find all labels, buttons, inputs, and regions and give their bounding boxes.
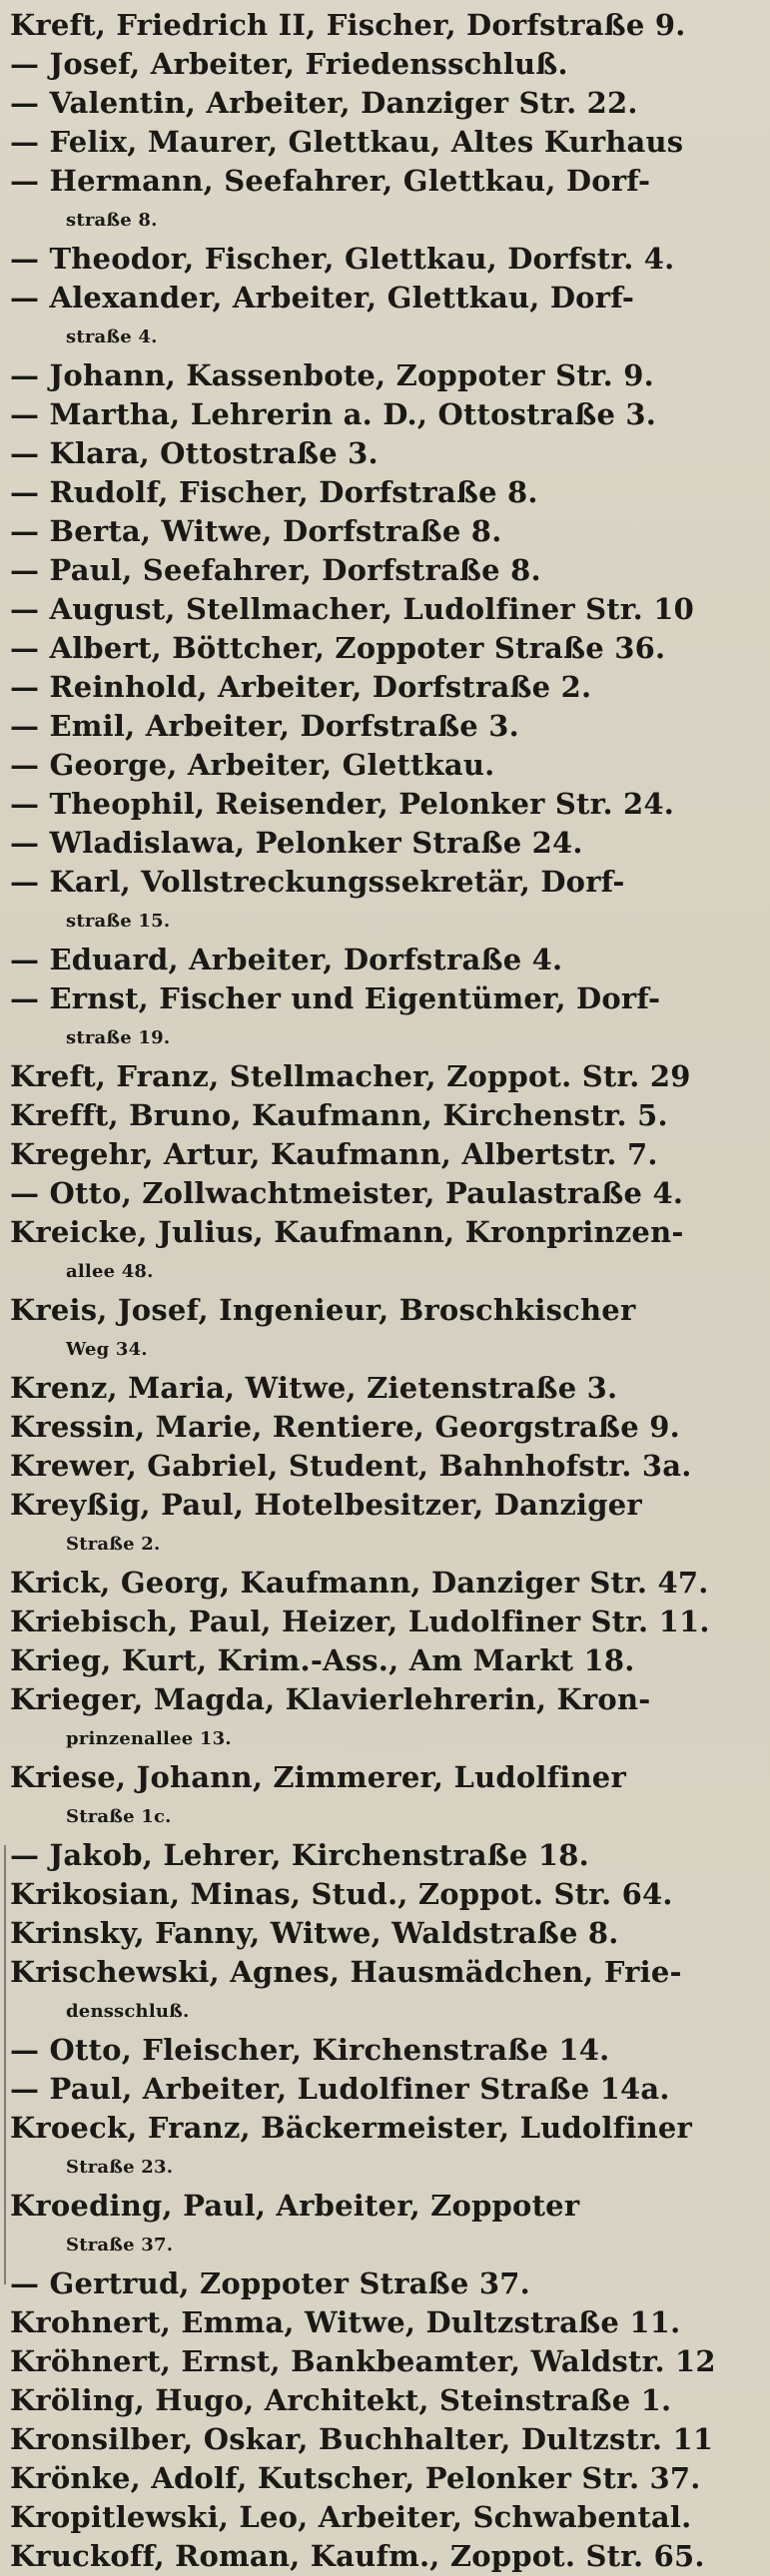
entry-continuation-line: prinzenallee 13. (66, 1728, 232, 1749)
directory-entry (10, 45, 760, 84)
directory-entry (10, 824, 760, 863)
directory-entry-list (10, 6, 760, 2576)
entry-line: Krieger, Magda, Klavierlehrerin, Kron- (10, 1682, 651, 1716)
entry-line: Krikosian, Minas, Stud., Zoppot. Str. 64. (10, 1877, 673, 1911)
directory-entry (10, 1135, 760, 1174)
entry-line: Kreis, Josef, Ingenieur, Broschkischer (10, 1293, 636, 1327)
directory-entry (10, 1836, 760, 1875)
margin-rule (4, 1845, 6, 2284)
directory-entry (10, 1641, 760, 1680)
directory-entry (10, 2264, 760, 2303)
entry-line: Kreicke, Julius, Kaufmann, Kronprinzen- (10, 1215, 684, 1249)
directory-entry (10, 1953, 760, 2031)
entry-continuation-line: Straße 1c. (66, 1806, 172, 1827)
directory-entry (10, 1875, 760, 1914)
entry-line: Krenz, Maria, Witwe, Zietenstraße 3. (10, 1371, 618, 1405)
entry-line: Krefft, Bruno, Kaufmann, Kirchenstr. 5. (10, 1098, 668, 1132)
entry-line: — Paul, Seefahrer, Dorfstraße 8. (10, 553, 541, 587)
directory-entry (10, 1603, 760, 1641)
entry-line: — Rudolf, Fischer, Dorfstraße 8. (10, 475, 538, 509)
entry-line: Kröling, Hugo, Architekt, Steinstraße 1. (10, 2383, 672, 2417)
directory-entry (10, 2031, 760, 2070)
directory-entry (10, 1213, 760, 1291)
entry-line: Kronsilber, Oskar, Buchhalter, Dultzstr. 11 (10, 2422, 714, 2456)
entry-line: — Karl, Vollstreckungssekretär, Dorf- (10, 865, 625, 899)
entry-line: — Jakob, Lehrer, Kirchenstraße 18. (10, 1838, 589, 1872)
directory-entry (10, 240, 760, 279)
directory-entry (10, 512, 760, 551)
directory-entry (10, 1680, 760, 1758)
directory-entry (10, 668, 760, 707)
entry-line: — Reinhold, Arbeiter, Dorfstraße 2. (10, 670, 592, 704)
entry-line: — Paul, Arbeiter, Ludolfiner Straße 14a. (10, 2072, 670, 2106)
entry-line: Kropitlewski, Leo, Arbeiter, Schwabental. (10, 2500, 692, 2534)
entry-line: — August, Stellmacher, Ludolfiner Str. 10 (10, 592, 695, 626)
entry-line: — Albert, Böttcher, Zoppoter Straße 36. (10, 631, 666, 665)
directory-entry (10, 123, 760, 162)
directory-entry (10, 2381, 760, 2420)
entry-line: Kruckoff, Roman, Kaufm., Zoppot. Str. 65. (10, 2539, 705, 2573)
entry-line: Kreyßig, Paul, Hotelbesitzer, Danziger (10, 1488, 642, 1522)
entry-line: Kriese, Johann, Zimmerer, Ludolfiner (10, 1760, 626, 1794)
directory-entry (10, 2303, 760, 2342)
directory-entry (10, 2537, 760, 2576)
entry-continuation-line: Straße 37. (66, 2235, 174, 2255)
directory-entry (10, 941, 760, 979)
directory-entry (10, 279, 760, 356)
directory-entry (10, 979, 760, 1057)
entry-continuation-line: densschluß. (66, 2001, 190, 2022)
directory-entry (10, 1486, 760, 1564)
directory-entry (10, 2459, 760, 2498)
directory-entry (10, 1914, 760, 1953)
directory-entry (10, 1291, 760, 1369)
directory-entry (10, 2420, 760, 2459)
entry-line: Krieg, Kurt, Krim.-Ass., Am Markt 18. (10, 1643, 635, 1677)
directory-entry (10, 6, 760, 45)
entry-line: — Josef, Arbeiter, Friedensschluß. (10, 47, 568, 81)
entry-line: — Theodor, Fischer, Glettkau, Dorfstr. 4. (10, 242, 675, 276)
directory-entry (10, 356, 760, 395)
entry-line: — Otto, Fleischer, Kirchenstraße 14. (10, 2033, 610, 2067)
entry-line: — Johann, Kassenbote, Zoppoter Str. 9. (10, 358, 654, 392)
directory-entry (10, 2498, 760, 2537)
entry-line: — Hermann, Seefahrer, Glettkau, Dorf- (10, 164, 651, 198)
entry-line: Kriebisch, Paul, Heizer, Ludolfiner Str. 11. (10, 1605, 710, 1638)
entry-line: — Felix, Maurer, Glettkau, Altes Kurhaus (10, 125, 684, 159)
entry-line: Krewer, Gabriel, Student, Bahnhofstr. 3a. (10, 1449, 692, 1483)
directory-entry (10, 1408, 760, 1447)
entry-line: Kroeding, Paul, Arbeiter, Zoppoter (10, 2189, 580, 2223)
entry-line: Kreft, Franz, Stellmacher, Zoppot. Str. 29 (10, 1059, 691, 1093)
directory-entry (10, 2070, 760, 2109)
directory-entry (10, 629, 760, 668)
entry-line: — Gertrud, Zoppoter Straße 37. (10, 2266, 530, 2300)
directory-entry (10, 590, 760, 629)
directory-entry (10, 1096, 760, 1135)
directory-entry (10, 162, 760, 240)
entry-line: Krinsky, Fanny, Witwe, Waldstraße 8. (10, 1916, 619, 1950)
entry-line: Kröhnert, Ernst, Bankbeamter, Waldstr. 12 (10, 2344, 716, 2378)
directory-entry (10, 1369, 760, 1408)
directory-entry (10, 863, 760, 941)
entry-line: — Martha, Lehrerin a. D., Ottostraße 3. (10, 397, 657, 431)
entry-line: Kressin, Marie, Rentiere, Georgstraße 9. (10, 1410, 680, 1444)
entry-line: Kroeck, Franz, Bäckermeister, Ludolfiner (10, 2111, 693, 2145)
entry-continuation-line: Weg 34. (66, 1339, 148, 1360)
directory-entry (10, 473, 760, 512)
entry-line: Kreft, Friedrich II, Fischer, Dorfstraße 9. (10, 8, 686, 42)
entry-line: — Eduard, Arbeiter, Dorfstraße 4. (10, 943, 563, 976)
entry-line: — George, Arbeiter, Glettkau. (10, 748, 495, 782)
entry-continuation-line: Straße 2. (66, 1534, 161, 1555)
entry-line: — Berta, Witwe, Dorfstraße 8. (10, 514, 502, 548)
entry-line: — Wladislawa, Pelonker Straße 24. (10, 826, 583, 860)
directory-entry (10, 1564, 760, 1603)
entry-continuation-line: allee 48. (66, 1261, 154, 1282)
entry-continuation-line: straße 8. (66, 210, 158, 231)
directory-entry (10, 395, 760, 434)
entry-continuation-line: straße 4. (66, 326, 158, 347)
entry-line: — Otto, Zollwachtmeister, Paulastraße 4. (10, 1176, 684, 1210)
entry-line: Krohnert, Emma, Witwe, Dultzstraße 11. (10, 2305, 681, 2339)
entry-line: — Theophil, Reisender, Pelonker Str. 24. (10, 787, 675, 821)
directory-entry (10, 1057, 760, 1096)
directory-entry (10, 1758, 760, 1836)
entry-line: — Alexander, Arbeiter, Glettkau, Dorf- (10, 281, 635, 315)
directory-entry (10, 84, 760, 123)
entry-continuation-line: Straße 23. (66, 2157, 174, 2178)
directory-entry (10, 1447, 760, 1486)
directory-entry (10, 707, 760, 746)
entry-continuation-line: straße 15. (66, 911, 171, 932)
entry-continuation-line: straße 19. (66, 1027, 171, 1048)
entry-line: Krick, Georg, Kaufmann, Danziger Str. 47. (10, 1566, 709, 1600)
directory-entry (10, 2109, 760, 2187)
entry-line: Kregehr, Artur, Kaufmann, Albertstr. 7. (10, 1137, 658, 1171)
entry-line: Krischewski, Agnes, Hausmädchen, Frie- (10, 1955, 682, 1989)
directory-entry (10, 746, 760, 785)
directory-entry (10, 2187, 760, 2264)
entry-line: Krönke, Adolf, Kutscher, Pelonker Str. 37. (10, 2461, 701, 2495)
directory-entry (10, 1174, 760, 1213)
entry-line: — Emil, Arbeiter, Dorfstraße 3. (10, 709, 519, 743)
entry-line: — Valentin, Arbeiter, Danziger Str. 22. (10, 86, 638, 120)
directory-entry (10, 434, 760, 473)
entry-line: — Ernst, Fischer und Eigentümer, Dorf- (10, 981, 661, 1015)
directory-entry (10, 785, 760, 824)
directory-entry (10, 2342, 760, 2381)
directory-entry (10, 551, 760, 590)
entry-line: — Klara, Ottostraße 3. (10, 436, 379, 470)
